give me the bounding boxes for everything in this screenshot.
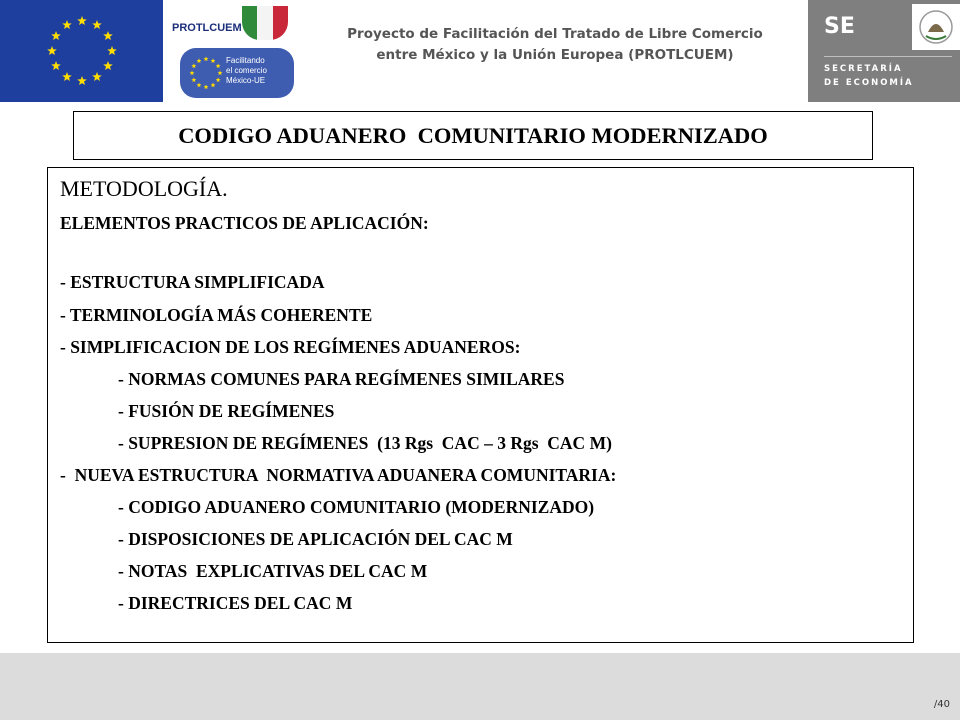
secretaria-economia-logo [808, 0, 960, 102]
star-icon [216, 77, 221, 82]
slide-title: CODIGO ADUANERO COMUNITARIO MODERNIZADO [178, 122, 768, 148]
list-item: - NUEVA ESTRUCTURA NORMATIVA ADUANERA COMUNITARIA: [60, 465, 617, 485]
protlcuem-brand: PROTLCUEM [172, 22, 242, 34]
star-icon [204, 84, 209, 89]
star-icon [197, 58, 202, 63]
star-icon [211, 58, 216, 63]
list-subitem: - DIRECTRICES DEL CAC M [118, 593, 353, 613]
content-box [47, 167, 914, 643]
eu-flag-logo [0, 0, 163, 102]
eu-stars-icon [0, 0, 163, 102]
star-icon [51, 31, 61, 40]
star-icon [204, 56, 209, 61]
star-icon [77, 16, 87, 25]
methodology-heading: METODOLOGÍA. [60, 176, 228, 201]
star-icon [211, 83, 216, 88]
se-name-line-2: DE ECONOMÍA [824, 78, 914, 88]
project-title [305, 24, 805, 66]
list-item: - ESTRUCTURA SIMPLIFICADA [60, 272, 325, 292]
tagline-line-3: México-UE [226, 76, 266, 85]
list-subitem: - DISPOSICIONES DE APLICACIÓN DEL CAC M [118, 529, 513, 549]
list-subitem: - FUSIÓN DE REGÍMENES [118, 401, 335, 421]
page-number: /40 [933, 699, 950, 710]
practical-elements-heading: ELEMENTOS PRACTICOS DE APLICACIÓN: [60, 213, 429, 233]
eu-circle-icon [184, 51, 228, 95]
list-item: - SIMPLIFICACION DE LOS REGÍMENES ADUANEROS: [60, 337, 521, 357]
star-icon [218, 70, 223, 75]
star-icon [62, 72, 72, 81]
tagline-line-1: Facilitando [226, 56, 265, 65]
list-subitem: - NORMAS COMUNES PARA REGÍMENES SIMILARES [118, 369, 565, 389]
star-icon [47, 46, 57, 55]
list-subitem: - CODIGO ADUANERO COMUNITARIO (MODERNIZADO) [118, 497, 595, 517]
project-title-line-2: entre México y la Unión Europea (PROTLCUEM) [376, 47, 734, 63]
list-item: - TERMINOLOGÍA MÁS COHERENTE [60, 305, 373, 325]
star-icon [216, 63, 221, 68]
star-icon [103, 61, 113, 70]
star-icon [51, 61, 61, 70]
mexico-flag-icon [242, 6, 288, 40]
se-mark: SE [824, 14, 855, 39]
star-icon [92, 20, 102, 29]
se-name-line-1: SECRETARÍA [824, 64, 903, 74]
star-icon [77, 76, 87, 85]
star-icon [197, 83, 202, 88]
list-subitem: - SUPRESION DE REGÍMENES (13 Rgs CAC – 3 Rgs CAC M) [118, 433, 612, 453]
list-subitem: - NOTAS EXPLICATIVAS DEL CAC M [118, 561, 428, 581]
star-icon [191, 63, 196, 68]
star-icon [92, 72, 102, 81]
star-icon [190, 70, 195, 75]
tagline-line-2: el comercio [226, 66, 267, 75]
se-divider [824, 56, 952, 57]
facilitando-badge [180, 48, 294, 98]
star-icon [103, 31, 113, 40]
star-icon [107, 46, 117, 55]
project-title-line-1: Proyecto de Facilitación del Tratado de Libre Comercio [347, 26, 763, 42]
star-icon [62, 20, 72, 29]
protlcuem-logo [168, 0, 298, 102]
footer-bar [0, 653, 960, 720]
slide-title-box [73, 111, 873, 160]
mexico-crest-icon [912, 4, 960, 50]
star-icon [191, 77, 196, 82]
